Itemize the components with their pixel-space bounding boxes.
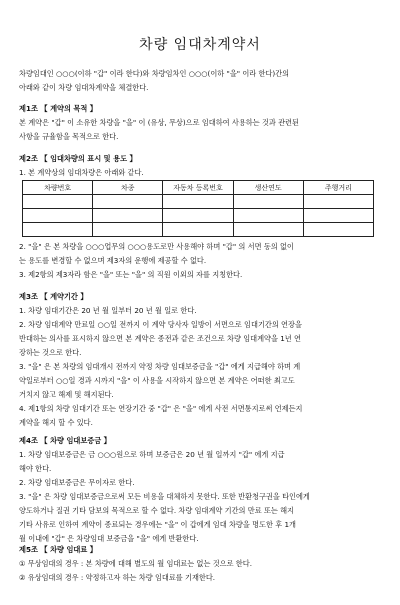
article-5-heading: 제5조 【 차량 임대료 】 bbox=[19, 545, 97, 554]
article-4-line: 해야 한다. bbox=[19, 464, 52, 473]
table-header-cell: 차량번호 bbox=[23, 181, 93, 195]
article-3-line: 1. 차량 임대기간은 20 년 월 일부터 20 년 월 일로 한다. bbox=[19, 306, 197, 315]
intro-line: 아래와 같이 차량 임대차계약을 체결한다. bbox=[19, 83, 149, 92]
article-3-line: 계약을 해지 할 수 있다. bbox=[19, 418, 93, 427]
article-2-line: 2. "을" 은 본 차량을 ○○○업무의 ○○○용도로만 사용해야 하며 "갑" 의 서면 동의 없이 bbox=[19, 242, 294, 251]
article-3-line: 4. 제1항의 차량 임대기간 또는 연장기간 중 "갑" 은 "을" 에게 사전 서면통지로써 언제든지 bbox=[19, 404, 303, 413]
article-1-heading: 제1조 【 계약의 목적 】 bbox=[19, 104, 97, 113]
article-3-line: 반대하는 의사를 표시하지 않으면 본 계약은 종전과 같은 조건으로 차량 임대계약을 1년 연 bbox=[19, 334, 301, 343]
article-2-after bbox=[19, 240, 381, 282]
table-header-cell: 생산연도 bbox=[233, 181, 303, 195]
article-3 bbox=[19, 290, 381, 430]
article-2-line: 는 용도를 변경할 수 없으며 제3자의 운행에 제공할 수 없다. bbox=[19, 256, 207, 265]
article-1-line: 본 계약은 "갑" 이 소유한 차량을 "을" 이 (유상, 무상)으로 임대하여 사용하는 것과 관련된 bbox=[19, 118, 299, 127]
document-title: 차량 임대차계약서 bbox=[139, 37, 261, 53]
table-header-row bbox=[23, 181, 374, 195]
article-2-heading: 제2조 【 임대차량의 표시 및 용도 】 bbox=[19, 154, 137, 163]
article-4-heading: 제4조 【 차량 임대보증금 】 bbox=[19, 436, 111, 445]
article-4-line: 1. 차량 임대보증금은 금 ○○○원으로 하며 보증금은 20 년 월 일까지 "갑" 에게 지급 bbox=[19, 450, 285, 459]
table-header-cell: 차종 bbox=[93, 181, 163, 195]
article-3-line: 장하는 것으로 한다. bbox=[19, 348, 82, 357]
intro bbox=[19, 67, 381, 95]
article-4-line: 월 이내에 "갑" 은 차량임대 보증금을 "을" 에게 반환한다. bbox=[19, 534, 199, 543]
article-5-line: ② 유상임대의 경우 : 약정하고자 하는 차량 임대료를 기재한다. bbox=[19, 573, 216, 582]
table-row bbox=[23, 223, 374, 237]
article-3-line: 3. "을" 은 본 차량의 임대개시 전까지 약정 차량 임대보증금을 "갑" 에게 지급해야 하며 계 bbox=[19, 362, 301, 371]
table-header-cell: 주행거리 bbox=[303, 181, 373, 195]
table-header-cell: 자동차 등록번호 bbox=[163, 181, 233, 195]
article-1 bbox=[19, 102, 381, 144]
article-3-line: 거치지 않고 해제 및 해지된다. bbox=[19, 390, 114, 399]
table-row bbox=[23, 209, 374, 223]
article-2 bbox=[19, 152, 381, 180]
article-4-line: 2. 차량 임대보증금은 무이자로 한다. bbox=[19, 478, 135, 487]
vehicle-table bbox=[22, 180, 374, 237]
article-5-line: ① 무상임대의 경우 : 본 차량에 대해 별도의 월 임대료는 없는 것으로 한다. bbox=[19, 559, 252, 568]
article-3-heading: 제3조 【 계약기간 】 bbox=[19, 292, 88, 301]
article-4-line: 양도하거나 질권 기타 담보의 목적으로 할 수 없다. 차량 임대계약 기간의 만료 또는 해지 bbox=[19, 506, 294, 515]
article-3-line: 2. 차량 임대계약 만료일 ○○일 전까지 이 계약 당사자 일방이 서면으로 임대기간의 연장을 bbox=[19, 320, 302, 329]
table-row bbox=[23, 195, 374, 209]
intro-line: 차량임대인 ○○○(이하 "갑" 이라 한다)와 차량임차인 ○○○(이하 "을" 이라 한다)간의 bbox=[19, 69, 290, 78]
article-3-line: 약일로부터 ○○일 경과 시까지 "을" 이 사용을 시작하지 않으면 본 계약은 어떠한 최고도 bbox=[19, 376, 295, 385]
article-4 bbox=[19, 434, 381, 546]
article-1-line: 사항을 규율함을 목적으로 한다. bbox=[19, 132, 119, 141]
article-2-item-1: 1. 본 계약상의 임대차량은 아래와 같다. bbox=[19, 168, 144, 177]
article-4-line: 기타 사유로 인하여 계약이 종료되는 경우에는 "을" 이 갑에게 임대 차량을 명도한 후 1개 bbox=[19, 520, 296, 529]
article-5 bbox=[19, 543, 381, 585]
article-4-line: 3. "을" 은 차량 임대보증금으로써 모든 비용을 대체하지 못한다. 또한 반환청구권을 타인에게 bbox=[19, 492, 310, 501]
article-2-line: 3. 제2항의 제3자라 함은 "을" 또는 "을" 의 직원 이외의 자를 지칭한다. bbox=[19, 270, 243, 279]
